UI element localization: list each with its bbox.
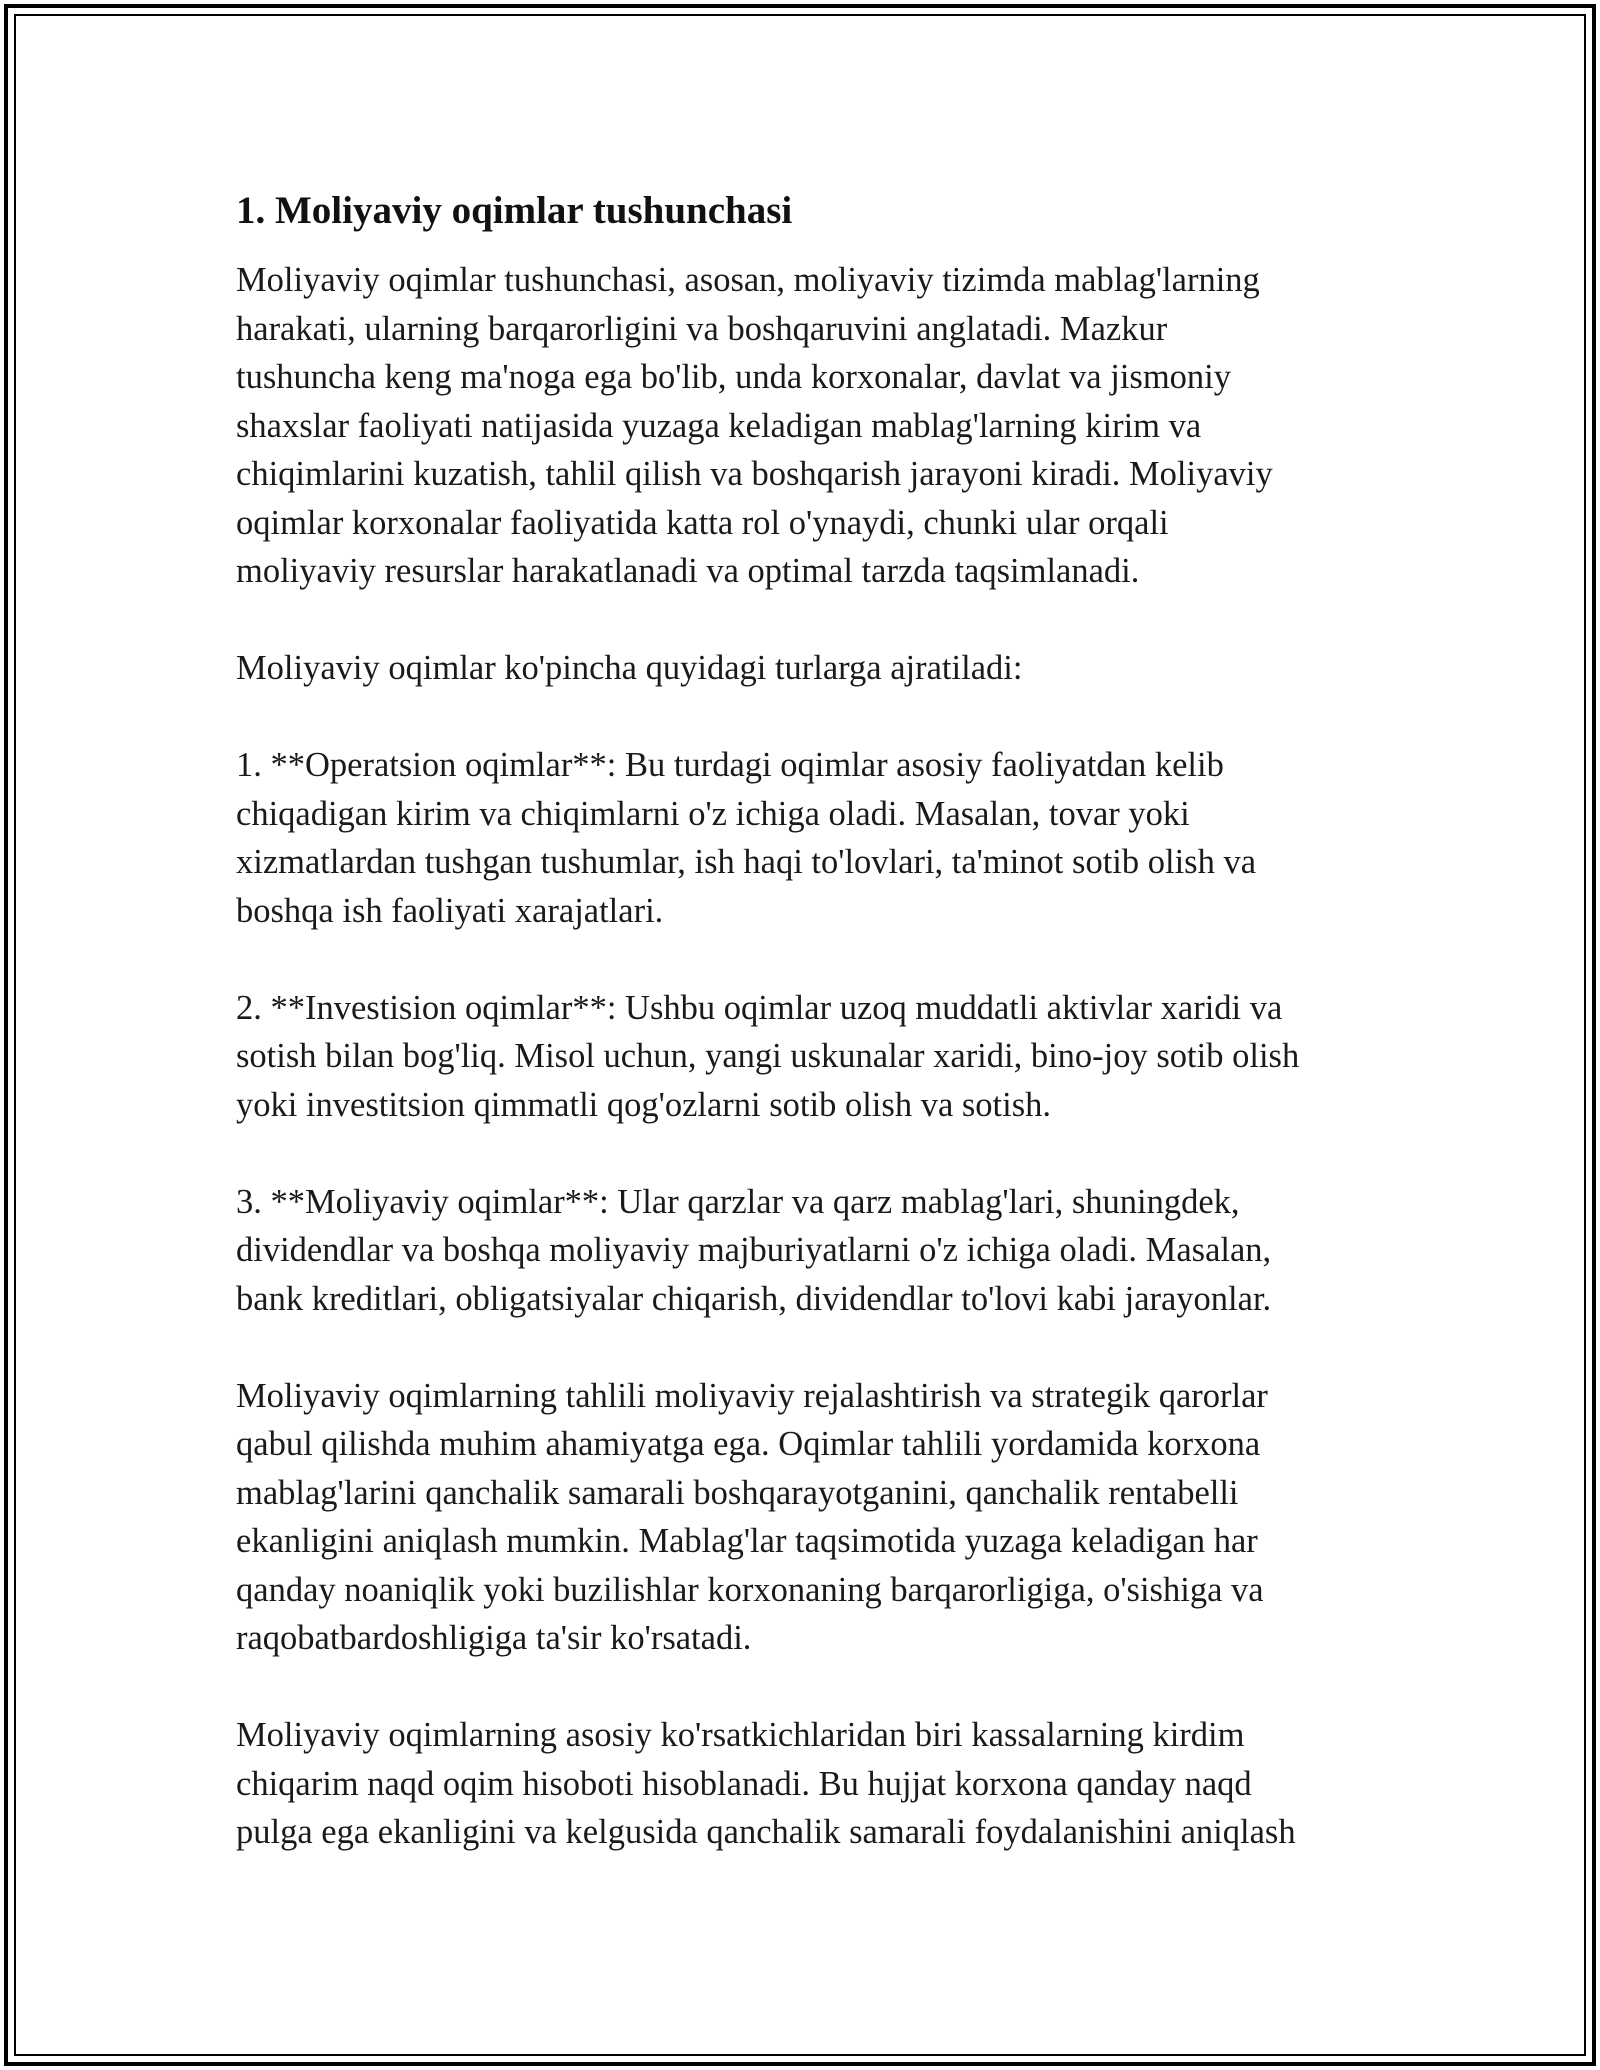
paragraph-operational-flows: 1. **Operatsion oqimlar**: Bu turdagi oqimlar asosiy faoliyatdan kelib chiqadigan kirim va chiqimlarni o'z ichiga oladi. Masalan, tovar yoki xizmatlardan tushgan tushumlar, ish haqi to'lovlari, ta'minot sotib olish va boshqa ish faoliyati xarajatlari. (236, 746, 1257, 930)
paragraph-flow-analysis: Moliyaviy oqimlarning tahlili moliyaviy rejalashtirish va strategik qarorlar qabul qilishda muhim ahamiyatga ega. Oqimlar tahlili yordamida korxona mablag'larini qanchalik samarali boshqarayotganini, qanchalik rentabelli ekanligini aniqlash mumkin. Mablag'lar taqsimotida yuzaga keladigan har qanday noaniqlik yoki buzilishlar korxonaning barqarorligiga, o'sishiga va raqobatbardoshligiga ta'sir ko'rsatadi. (236, 1376, 1268, 1657)
section-heading: 1. Moliyaviy oqimlar tushunchasi (236, 189, 793, 232)
paragraph-intro: Moliyaviy oqimlar tushunchasi, asosan, moliyaviy tizimda mablag'larning harakati, ularning barqarorligini va boshqaruvini anglatadi. Mazkur tushuncha keng ma'noga ega bo'lib, unda korxonalar, davlat va jismoniy shaxslar faoliyati natijasida yuzaga keladigan mablag'larning kirim va chiqimlarini kuzatish, tahlil qilish va boshqarish jarayoni kiradi. Moliyaviy oqimlar korxonalar faoliyatida katta rol o'ynaydi, chunki ular orqali moliyaviy resurslar harakatlanadi va optimal tarzda taqsimlanadi. (236, 261, 1273, 590)
paragraph-cash-flow-report: Moliyaviy oqimlarning asosiy ko'rsatkichlaridan biri kassalarning kirdim chiqarim naqd oqim hisoboti hisoblanadi. Bu hujjat korxona qanday naqd pulga ega ekanligini va kelgusida qanchalik samarali foydalanishini aniqlash (236, 1716, 1296, 1851)
paragraph-types-lead: Moliyaviy oqimlar ko'pincha quyidagi turlarga ajratiladi: (236, 649, 1023, 687)
paragraph-investment-flows: 2. **Investision oqimlar**: Ushbu oqimlar uzoq muddatli aktivlar xaridi va sotish bilan bog'liq. Misol uchun, yangi uskunalar xaridi, bino-joy sotib olish yoki investitsion qimmatli qog'ozlarni sotib olish va sotish. (236, 988, 1300, 1124)
paragraph-financial-flows: 3. **Moliyaviy oqimlar**: Ular qarzlar va qarz mablag'lari, shuningdek, dividendlar va boshqa moliyaviy majburiyatlarni o'z ichiga oladi. Masalan, bank kreditlari, obligatsiyalar chiqarish, dividendlar to'lovi kabi jarayonlar. (236, 1182, 1272, 1318)
document-body (236, 186, 1366, 1857)
